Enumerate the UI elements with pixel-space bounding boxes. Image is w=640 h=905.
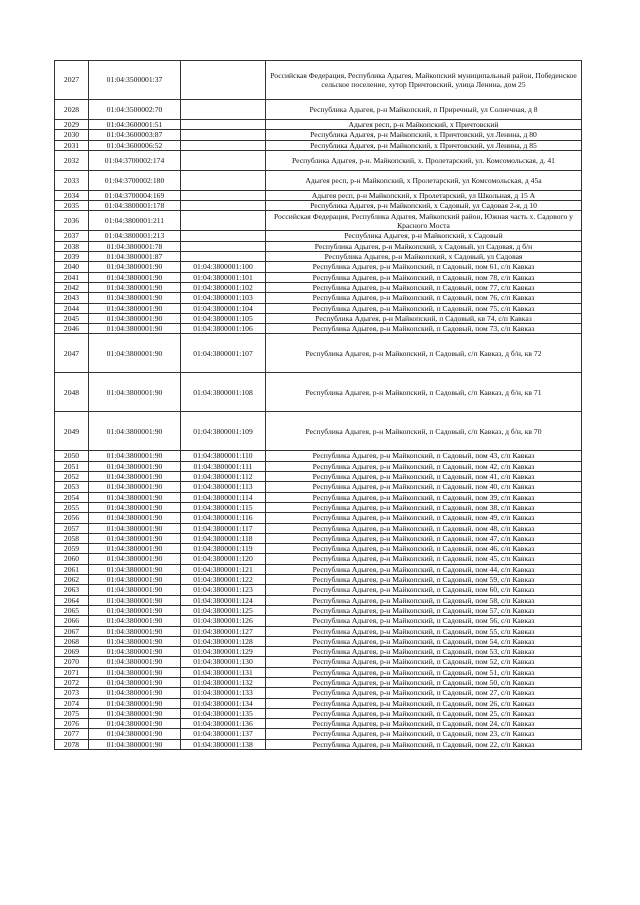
sub-cadastral-number-cell: 01:04:3800001:125 bbox=[181, 605, 266, 615]
row-number-cell: 2047 bbox=[55, 334, 89, 373]
sub-cadastral-number-cell bbox=[181, 100, 266, 120]
address-cell: Республика Адыгея, р-н Майкопский, х Причтовский, ул Ленина, д 85 bbox=[266, 140, 582, 150]
row-number-cell: 2033 bbox=[55, 170, 89, 190]
cadastral-number-cell: 01:04:3800001:90 bbox=[89, 647, 181, 657]
sub-cadastral-number-cell: 01:04:3800001:134 bbox=[181, 698, 266, 708]
table-row bbox=[55, 190, 582, 200]
sub-cadastral-number-cell: 01:04:3800001:123 bbox=[181, 585, 266, 595]
row-number-cell: 2050 bbox=[55, 451, 89, 461]
table-row bbox=[55, 201, 582, 211]
row-number-cell: 2074 bbox=[55, 698, 89, 708]
address-cell: Республика Адыгея, р-н Майкопский, п Садовый, пом 43, с/п Кавказ bbox=[266, 451, 582, 461]
cadastral-number-cell: 01:04:3800001:178 bbox=[89, 201, 181, 211]
cadastral-number-cell: 01:04:3800001:90 bbox=[89, 688, 181, 698]
address-cell: Адыгея респ, р-н Майкопский, х Пролетарский, ул Комсомольская, д 45а bbox=[266, 170, 582, 190]
address-cell: Адыгея респ, р-н Майкопский, х Пролетарский, ул Школьная, д 15 А bbox=[266, 190, 582, 200]
sub-cadastral-number-cell: 01:04:3800001:117 bbox=[181, 523, 266, 533]
address-cell: Республика Адыгея, р-н Майкопский, п Садовый, с/п Кавказ, д б/н, кв 70 bbox=[266, 412, 582, 451]
address-cell: Республика Адыгея, р-н Майкопский, п Садовый, с/п Кавказ, д б/н, кв 72 bbox=[266, 334, 582, 373]
address-cell: Республика Адыгея, р-н Майкопский, х Садовый, ул Садовая, д б/н bbox=[266, 241, 582, 251]
table-row bbox=[55, 492, 582, 502]
cadastral-number-cell: 01:04:3800001:90 bbox=[89, 523, 181, 533]
cadastral-number-cell: 01:04:3800001:90 bbox=[89, 677, 181, 687]
address-cell: Адыгея респ, р-н Майкопский, х Причтовский bbox=[266, 120, 582, 130]
address-cell: Республика Адыгея, р-н Майкопский, п Садовый, пом 22, с/п Кавказ bbox=[266, 739, 582, 749]
cadastral-number-cell: 01:04:3800001:90 bbox=[89, 544, 181, 554]
address-cell: Республика Адыгея, р-н Майкопский, п Садовый, пом 41, с/п Кавказ bbox=[266, 472, 582, 482]
table-row bbox=[55, 719, 582, 729]
table-row bbox=[55, 523, 582, 533]
address-cell: Республика Адыгея, р-н Майкопский, х Садовый, ул Садовая bbox=[266, 252, 582, 262]
address-cell: Республика Адыгея, р-н Майкопский, п Садовый, пом 76, с/п Кавказ bbox=[266, 293, 582, 303]
sub-cadastral-number-cell: 01:04:3800001:104 bbox=[181, 303, 266, 313]
cadastral-number-cell: 01:04:3800001:78 bbox=[89, 241, 181, 251]
row-number-cell: 2055 bbox=[55, 502, 89, 512]
cadastral-number-cell: 01:04:3800001:90 bbox=[89, 708, 181, 718]
sub-cadastral-number-cell: 01:04:3800001:119 bbox=[181, 544, 266, 554]
sub-cadastral-number-cell: 01:04:3800001:100 bbox=[181, 262, 266, 272]
table-row bbox=[55, 513, 582, 523]
row-number-cell: 2072 bbox=[55, 677, 89, 687]
address-cell: Республика Адыгея, р-н Майкопский, п Садовый, пом 51, с/п Кавказ bbox=[266, 667, 582, 677]
row-number-cell: 2035 bbox=[55, 201, 89, 211]
sub-cadastral-number-cell bbox=[181, 130, 266, 140]
address-cell: Республика Адыгея, р-н Майкопский, х Садовый, ул Садовая 2-я, д 10 bbox=[266, 201, 582, 211]
row-number-cell: 2041 bbox=[55, 272, 89, 282]
address-cell: Республика Адыгея, р-н Майкопский, п Садовый, пом 73, с/п Кавказ bbox=[266, 324, 582, 334]
cadastral-number-cell: 01:04:3800001:90 bbox=[89, 373, 181, 412]
table-row bbox=[55, 231, 582, 241]
address-cell: Республика Адыгея, р-н Майкопский, п Садовый, пом 38, с/п Кавказ bbox=[266, 502, 582, 512]
cadastral-number-cell: 01:04:3800001:90 bbox=[89, 595, 181, 605]
address-cell: Республика Адыгея, р-н Майкопский, п Садовый, пом 55, с/п Кавказ bbox=[266, 626, 582, 636]
table-row bbox=[55, 626, 582, 636]
table-row bbox=[55, 412, 582, 451]
table-row bbox=[55, 170, 582, 190]
table-row bbox=[55, 130, 582, 140]
table-row bbox=[55, 605, 582, 615]
cadastral-number-cell: 01:04:3800001:90 bbox=[89, 482, 181, 492]
sub-cadastral-number-cell: 01:04:3800001:136 bbox=[181, 719, 266, 729]
cadastral-number-cell: 01:04:3800001:90 bbox=[89, 657, 181, 667]
address-cell: Российская Федерация, Республика Адыгея, Майкопский район, Южная часть х. Садового у Красного Моста bbox=[266, 211, 582, 231]
cadastral-number-cell: 01:04:3800001:90 bbox=[89, 585, 181, 595]
cadastral-number-cell: 01:04:3800001:90 bbox=[89, 461, 181, 471]
registry-table-body bbox=[55, 61, 582, 750]
cadastral-number-cell: 01:04:3800001:90 bbox=[89, 293, 181, 303]
row-number-cell: 2045 bbox=[55, 313, 89, 323]
row-number-cell: 2060 bbox=[55, 554, 89, 564]
row-number-cell: 2067 bbox=[55, 626, 89, 636]
row-number-cell: 2046 bbox=[55, 324, 89, 334]
cadastral-number-cell: 01:04:3800001:90 bbox=[89, 502, 181, 512]
address-cell: Республика Адыгея, р-н Майкопский, п Садовый, пом 25, с/п Кавказ bbox=[266, 708, 582, 718]
address-cell: Республика Адыгея, р-н Майкопский, п Садовый, пом 52, с/п Кавказ bbox=[266, 657, 582, 667]
cadastral-number-cell: 01:04:3800001:90 bbox=[89, 739, 181, 749]
address-cell: Российская Федерация, Республика Адыгея, Майкопский муниципальный район, Победенское сельское поселение, хутор Причтовский, улица Ленина, дом 25 bbox=[266, 61, 582, 100]
table-row bbox=[55, 373, 582, 412]
table-row bbox=[55, 324, 582, 334]
address-cell: Республика Адыгея, р-н Майкопский, п Садовый, с/п Кавказ, д б/н, кв 71 bbox=[266, 373, 582, 412]
row-number-cell: 2039 bbox=[55, 252, 89, 262]
row-number-cell: 2069 bbox=[55, 647, 89, 657]
address-cell: Республика Адыгея, р-н Майкопский, п Садовый, пом 77, с/п Кавказ bbox=[266, 282, 582, 292]
table-row bbox=[55, 451, 582, 461]
address-cell: Республика Адыгея, р-н Майкопский, п Садовый, пом 40, с/п Кавказ bbox=[266, 482, 582, 492]
address-cell: Республика Адыгея, р-н Майкопский, п Садовый, пом 60, с/п Кавказ bbox=[266, 585, 582, 595]
row-number-cell: 2071 bbox=[55, 667, 89, 677]
sub-cadastral-number-cell bbox=[181, 140, 266, 150]
table-row bbox=[55, 334, 582, 373]
row-number-cell: 2051 bbox=[55, 461, 89, 471]
table-row bbox=[55, 472, 582, 482]
cadastral-number-cell: 01:04:3800001:90 bbox=[89, 334, 181, 373]
address-cell: Республика Адыгея, р-н. Майкопский, х. Пролетарский, ул. Комсомольская, д. 41 bbox=[266, 150, 582, 170]
address-cell: Республика Адыгея, р-н Майкопский, п Садовый, пом 56, с/п Кавказ bbox=[266, 616, 582, 626]
row-number-cell: 2040 bbox=[55, 262, 89, 272]
sub-cadastral-number-cell bbox=[181, 190, 266, 200]
table-row bbox=[55, 729, 582, 739]
sub-cadastral-number-cell: 01:04:3800001:135 bbox=[181, 708, 266, 718]
row-number-cell: 2061 bbox=[55, 564, 89, 574]
sub-cadastral-number-cell: 01:04:3800001:109 bbox=[181, 412, 266, 451]
address-cell: Республика Адыгея, р-н Майкопский, п Садовый, пом 39, с/п Кавказ bbox=[266, 492, 582, 502]
sub-cadastral-number-cell bbox=[181, 120, 266, 130]
row-number-cell: 2038 bbox=[55, 241, 89, 251]
row-number-cell: 2036 bbox=[55, 211, 89, 231]
cadastral-number-cell: 01:04:3800001:90 bbox=[89, 451, 181, 461]
row-number-cell: 2054 bbox=[55, 492, 89, 502]
cadastral-number-cell: 01:04:3800001:90 bbox=[89, 605, 181, 615]
sub-cadastral-number-cell: 01:04:3800001:106 bbox=[181, 324, 266, 334]
row-number-cell: 2062 bbox=[55, 575, 89, 585]
row-number-cell: 2042 bbox=[55, 282, 89, 292]
sub-cadastral-number-cell bbox=[181, 170, 266, 190]
sub-cadastral-number-cell bbox=[181, 211, 266, 231]
cadastral-number-cell: 01:04:3800001:90 bbox=[89, 564, 181, 574]
table-row bbox=[55, 502, 582, 512]
address-cell: Республика Адыгея, р-н Майкопский, п Садовый, пом 42, с/п Кавказ bbox=[266, 461, 582, 471]
sub-cadastral-number-cell: 01:04:3800001:138 bbox=[181, 739, 266, 749]
sub-cadastral-number-cell: 01:04:3800001:132 bbox=[181, 677, 266, 687]
sub-cadastral-number-cell: 01:04:3800001:130 bbox=[181, 657, 266, 667]
table-row bbox=[55, 241, 582, 251]
row-number-cell: 2076 bbox=[55, 719, 89, 729]
cadastral-number-cell: 01:04:3600006:52 bbox=[89, 140, 181, 150]
table-row bbox=[55, 698, 582, 708]
table-row bbox=[55, 313, 582, 323]
table-row bbox=[55, 647, 582, 657]
table-row bbox=[55, 667, 582, 677]
table-row bbox=[55, 585, 582, 595]
table-row bbox=[55, 211, 582, 231]
row-number-cell: 2053 bbox=[55, 482, 89, 492]
cadastral-number-cell: 01:04:3700004:169 bbox=[89, 190, 181, 200]
table-row bbox=[55, 303, 582, 313]
address-cell: Республика Адыгея, р-н Майкопский, п Садовый, пом 57, с/п Кавказ bbox=[266, 605, 582, 615]
row-number-cell: 2049 bbox=[55, 412, 89, 451]
table-row bbox=[55, 554, 582, 564]
row-number-cell: 2029 bbox=[55, 120, 89, 130]
cadastral-number-cell: 01:04:3800001:90 bbox=[89, 533, 181, 543]
sub-cadastral-number-cell: 01:04:3800001:120 bbox=[181, 554, 266, 564]
address-cell: Республика Адыгея, р-н Майкопский, п Садовый, пом 50, с/п Кавказ bbox=[266, 677, 582, 687]
cadastral-number-cell: 01:04:3800001:90 bbox=[89, 492, 181, 502]
table-row bbox=[55, 61, 582, 100]
row-number-cell: 2066 bbox=[55, 616, 89, 626]
row-number-cell: 2032 bbox=[55, 150, 89, 170]
table-row bbox=[55, 282, 582, 292]
address-cell: Республика Адыгея, р-н Майкопский, п Садовый, пом 49, с/п Кавказ bbox=[266, 513, 582, 523]
sub-cadastral-number-cell: 01:04:3800001:108 bbox=[181, 373, 266, 412]
sub-cadastral-number-cell: 01:04:3800001:124 bbox=[181, 595, 266, 605]
cadastral-number-cell: 01:04:3800001:90 bbox=[89, 616, 181, 626]
row-number-cell: 2077 bbox=[55, 729, 89, 739]
sub-cadastral-number-cell: 01:04:3800001:126 bbox=[181, 616, 266, 626]
address-cell: Республика Адыгея, р-н Майкопский, п Садовый, пом 24, с/п Кавказ bbox=[266, 719, 582, 729]
row-number-cell: 2078 bbox=[55, 739, 89, 749]
cadastral-number-cell: 01:04:3800001:90 bbox=[89, 513, 181, 523]
address-cell: Республика Адыгея, р-н Майкопский, п Садовый, пом 78, с/п Кавказ bbox=[266, 272, 582, 282]
row-number-cell: 2043 bbox=[55, 293, 89, 303]
sub-cadastral-number-cell: 01:04:3800001:111 bbox=[181, 461, 266, 471]
address-cell: Республика Адыгея, р-н Майкопский, х Садовый bbox=[266, 231, 582, 241]
table-row bbox=[55, 252, 582, 262]
cadastral-number-cell: 01:04:3800001:90 bbox=[89, 472, 181, 482]
sub-cadastral-number-cell: 01:04:3800001:133 bbox=[181, 688, 266, 698]
sub-cadastral-number-cell bbox=[181, 252, 266, 262]
sub-cadastral-number-cell: 01:04:3800001:110 bbox=[181, 451, 266, 461]
table-row bbox=[55, 657, 582, 667]
sub-cadastral-number-cell: 01:04:3800001:116 bbox=[181, 513, 266, 523]
address-cell: Республика Адыгея, р-н Майкопский, п Садовый, кв 74, с/п Кавказ bbox=[266, 313, 582, 323]
sub-cadastral-number-cell: 01:04:3800001:114 bbox=[181, 492, 266, 502]
sub-cadastral-number-cell: 01:04:3800001:102 bbox=[181, 282, 266, 292]
cadastral-number-cell: 01:04:3800001:90 bbox=[89, 262, 181, 272]
address-cell: Республика Адыгея, р-н Майкопский, п Садовый, пом 75, с/п Кавказ bbox=[266, 303, 582, 313]
table-row bbox=[55, 120, 582, 130]
row-number-cell: 2048 bbox=[55, 373, 89, 412]
address-cell: Республика Адыгея, р-н Майкопский, п Садовый, пом 58, с/п Кавказ bbox=[266, 595, 582, 605]
cadastral-number-cell: 01:04:3500002:70 bbox=[89, 100, 181, 120]
address-cell: Республика Адыгея, р-н Майкопский, п Садовый, пом 44, с/п Кавказ bbox=[266, 564, 582, 574]
row-number-cell: 2027 bbox=[55, 61, 89, 100]
table-row bbox=[55, 595, 582, 605]
cadastral-number-cell: 01:04:3700002:174 bbox=[89, 150, 181, 170]
row-number-cell: 2052 bbox=[55, 472, 89, 482]
row-number-cell: 2063 bbox=[55, 585, 89, 595]
sub-cadastral-number-cell: 01:04:3800001:127 bbox=[181, 626, 266, 636]
cadastral-number-cell: 01:04:3800001:90 bbox=[89, 324, 181, 334]
table-row bbox=[55, 461, 582, 471]
table-row bbox=[55, 575, 582, 585]
cadastral-number-cell: 01:04:3500001:37 bbox=[89, 61, 181, 100]
cadastral-number-cell: 01:04:3800001:90 bbox=[89, 719, 181, 729]
cadastral-number-cell: 01:04:3800001:90 bbox=[89, 303, 181, 313]
row-number-cell: 2059 bbox=[55, 544, 89, 554]
cadastral-number-cell: 01:04:3800001:90 bbox=[89, 575, 181, 585]
address-cell: Республика Адыгея, р-н Майкопский, п Садовый, пом 45, с/п Кавказ bbox=[266, 554, 582, 564]
sub-cadastral-number-cell: 01:04:3800001:131 bbox=[181, 667, 266, 677]
cadastral-number-cell: 01:04:3800001:90 bbox=[89, 313, 181, 323]
cadastral-number-cell: 01:04:3600003:87 bbox=[89, 130, 181, 140]
row-number-cell: 2057 bbox=[55, 523, 89, 533]
cadastral-number-cell: 01:04:3800001:211 bbox=[89, 211, 181, 231]
table-row bbox=[55, 140, 582, 150]
address-cell: Республика Адыгея, р-н Майкопский, п Садовый, пом 27, с/п Кавказ bbox=[266, 688, 582, 698]
table-row bbox=[55, 616, 582, 626]
row-number-cell: 2030 bbox=[55, 130, 89, 140]
table-row bbox=[55, 533, 582, 543]
table-row bbox=[55, 100, 582, 120]
cadastral-number-cell: 01:04:3800001:90 bbox=[89, 272, 181, 282]
address-cell: Республика Адыгея, р-н Майкопский, х Причтовский, ул Ленина, д 80 bbox=[266, 130, 582, 140]
sub-cadastral-number-cell: 01:04:3800001:122 bbox=[181, 575, 266, 585]
sub-cadastral-number-cell: 01:04:3800001:112 bbox=[181, 472, 266, 482]
sub-cadastral-number-cell bbox=[181, 61, 266, 100]
address-cell: Республика Адыгея, р-н Майкопский, п Садовый, пом 23, с/п Кавказ bbox=[266, 729, 582, 739]
address-cell: Республика Адыгея, р-н Майкопский, п Садовый, пом 47, с/п Кавказ bbox=[266, 533, 582, 543]
cadastral-number-cell: 01:04:3800001:90 bbox=[89, 636, 181, 646]
row-number-cell: 2070 bbox=[55, 657, 89, 667]
table-row bbox=[55, 677, 582, 687]
cadastral-number-cell: 01:04:3600001:51 bbox=[89, 120, 181, 130]
sub-cadastral-number-cell: 01:04:3800001:105 bbox=[181, 313, 266, 323]
row-number-cell: 2073 bbox=[55, 688, 89, 698]
sub-cadastral-number-cell: 01:04:3800001:101 bbox=[181, 272, 266, 282]
address-cell: Республика Адыгея, р-н Майкопский, п Садовый, пом 54, с/п Кавказ bbox=[266, 636, 582, 646]
table-row bbox=[55, 150, 582, 170]
sub-cadastral-number-cell bbox=[181, 231, 266, 241]
registry-table bbox=[54, 60, 582, 750]
table-row bbox=[55, 636, 582, 646]
address-cell: Республика Адыгея, р-н Майкопский, п Приречный, ул Солнечная, д 8 bbox=[266, 100, 582, 120]
sub-cadastral-number-cell bbox=[181, 150, 266, 170]
table-row bbox=[55, 688, 582, 698]
cadastral-number-cell: 01:04:3800001:90 bbox=[89, 626, 181, 636]
address-cell: Республика Адыгея, р-н Майкопский, п Садовый, пом 26, с/п Кавказ bbox=[266, 698, 582, 708]
row-number-cell: 2065 bbox=[55, 605, 89, 615]
sub-cadastral-number-cell: 01:04:3800001:103 bbox=[181, 293, 266, 303]
sub-cadastral-number-cell: 01:04:3800001:137 bbox=[181, 729, 266, 739]
row-number-cell: 2028 bbox=[55, 100, 89, 120]
cadastral-number-cell: 01:04:3800001:90 bbox=[89, 698, 181, 708]
cadastral-number-cell: 01:04:3800001:87 bbox=[89, 252, 181, 262]
sub-cadastral-number-cell: 01:04:3800001:121 bbox=[181, 564, 266, 574]
row-number-cell: 2037 bbox=[55, 231, 89, 241]
sub-cadastral-number-cell bbox=[181, 201, 266, 211]
row-number-cell: 2034 bbox=[55, 190, 89, 200]
table-row bbox=[55, 293, 582, 303]
sub-cadastral-number-cell: 01:04:3800001:113 bbox=[181, 482, 266, 492]
table-row bbox=[55, 564, 582, 574]
cadastral-number-cell: 01:04:3700002:180 bbox=[89, 170, 181, 190]
table-row bbox=[55, 708, 582, 718]
sub-cadastral-number-cell: 01:04:3800001:118 bbox=[181, 533, 266, 543]
cadastral-number-cell: 01:04:3800001:90 bbox=[89, 554, 181, 564]
table-row bbox=[55, 272, 582, 282]
sub-cadastral-number-cell: 01:04:3800001:128 bbox=[181, 636, 266, 646]
sub-cadastral-number-cell bbox=[181, 241, 266, 251]
table-row bbox=[55, 544, 582, 554]
address-cell: Республика Адыгея, р-н Майкопский, п Садовый, пом 53, с/п Кавказ bbox=[266, 647, 582, 657]
cadastral-number-cell: 01:04:3800001:90 bbox=[89, 282, 181, 292]
sub-cadastral-number-cell: 01:04:3800001:107 bbox=[181, 334, 266, 373]
cadastral-number-cell: 01:04:3800001:90 bbox=[89, 667, 181, 677]
sub-cadastral-number-cell: 01:04:3800001:129 bbox=[181, 647, 266, 657]
table-row bbox=[55, 482, 582, 492]
sub-cadastral-number-cell: 01:04:3800001:115 bbox=[181, 502, 266, 512]
row-number-cell: 2058 bbox=[55, 533, 89, 543]
row-number-cell: 2068 bbox=[55, 636, 89, 646]
table-row bbox=[55, 739, 582, 749]
address-cell: Республика Адыгея, р-н Майкопский, п Садовый, пом 59, с/п Кавказ bbox=[266, 575, 582, 585]
row-number-cell: 2075 bbox=[55, 708, 89, 718]
address-cell: Республика Адыгея, р-н Майкопский, п Садовый, пом 46, с/п Кавказ bbox=[266, 544, 582, 554]
table-row bbox=[55, 262, 582, 272]
address-cell: Республика Адыгея, р-н Майкопский, п Садовый, пом 48, с/п Кавказ bbox=[266, 523, 582, 533]
cadastral-number-cell: 01:04:3800001:90 bbox=[89, 412, 181, 451]
row-number-cell: 2031 bbox=[55, 140, 89, 150]
row-number-cell: 2044 bbox=[55, 303, 89, 313]
address-cell: Республика Адыгея, р-н Майкопский, п Садовый, пом 61, с/п Кавказ bbox=[266, 262, 582, 272]
row-number-cell: 2056 bbox=[55, 513, 89, 523]
cadastral-number-cell: 01:04:3800001:90 bbox=[89, 729, 181, 739]
row-number-cell: 2064 bbox=[55, 595, 89, 605]
cadastral-number-cell: 01:04:3800001:213 bbox=[89, 231, 181, 241]
